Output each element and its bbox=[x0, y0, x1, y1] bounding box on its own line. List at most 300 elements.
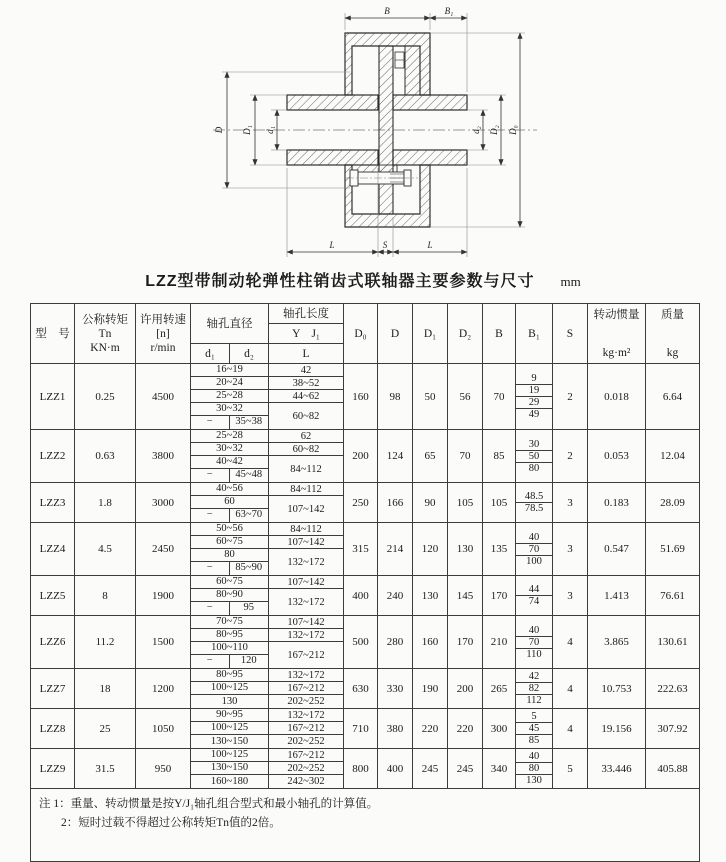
table-row-lzz2 bbox=[31, 430, 700, 483]
D2-cell: 170 bbox=[448, 616, 483, 669]
B1-value: 45 bbox=[516, 723, 552, 735]
length-value: 202~252 bbox=[287, 696, 325, 707]
length-value: 132~172 bbox=[269, 669, 343, 682]
D0-cell: 200 bbox=[344, 430, 378, 483]
B1-value: 100 bbox=[526, 555, 542, 567]
bore-subrow bbox=[191, 364, 268, 377]
model-cell: LZZ5 bbox=[31, 576, 75, 616]
B1-value: 74 bbox=[528, 596, 540, 607]
B1-value: 9 bbox=[516, 373, 552, 385]
bore-length-cell bbox=[269, 483, 344, 523]
B-cell: 135 bbox=[483, 523, 516, 576]
table-row-lzz8 bbox=[31, 709, 700, 749]
B-cell: 340 bbox=[483, 749, 516, 789]
B-cell: 300 bbox=[483, 709, 516, 749]
bore-diameter-cell bbox=[191, 749, 269, 789]
dim-label-D2: D₂ bbox=[489, 125, 499, 135]
bore-subrow bbox=[191, 509, 268, 522]
bore-stack bbox=[191, 364, 268, 429]
page-title: LZZ型带制动轮弹性柱销齿式联轴器主要参数与尺寸 bbox=[145, 273, 535, 290]
B-cell: 105 bbox=[483, 483, 516, 523]
length-value: 42 bbox=[269, 364, 343, 377]
bore-d-value: 80 bbox=[224, 549, 235, 560]
B1-value: 44 bbox=[516, 584, 552, 596]
dim-label-D1: D₁ bbox=[242, 125, 252, 135]
bore-d-value: 25~28 bbox=[216, 430, 243, 441]
bore-subrow bbox=[191, 695, 268, 708]
dim-label-D: D bbox=[214, 126, 224, 134]
inertia-cell: 1.413 bbox=[588, 576, 646, 616]
header-D1: D₁ bbox=[413, 304, 448, 364]
length-stack bbox=[269, 364, 343, 429]
length-value: 60~82 bbox=[292, 410, 320, 422]
B1-value: 70 bbox=[516, 544, 552, 556]
bore-subrow bbox=[191, 430, 268, 443]
B1-value: 40 bbox=[516, 625, 552, 637]
bore-diameter-cell bbox=[191, 669, 269, 709]
length-value: 132~172 bbox=[287, 596, 325, 608]
speed-cell: 1900 bbox=[136, 576, 191, 616]
model-cell: LZZ2 bbox=[31, 430, 75, 483]
bore-subrow bbox=[191, 642, 268, 655]
bore-length-cell bbox=[269, 669, 344, 709]
dim-label-B: B bbox=[384, 6, 390, 16]
bore-subrow bbox=[191, 496, 268, 509]
B1-stack bbox=[516, 584, 552, 607]
bore-diameter-cell bbox=[191, 709, 269, 749]
length-value: 132~172 bbox=[287, 556, 325, 568]
S-cell: 4 bbox=[553, 669, 588, 709]
torque-cell: 11.2 bbox=[75, 616, 136, 669]
mass-cell: 130.61 bbox=[646, 616, 700, 669]
length-stack bbox=[269, 430, 343, 482]
inertia-cell: 3.865 bbox=[588, 616, 646, 669]
bore-d-value: 60~75 bbox=[216, 536, 243, 547]
B1-stack bbox=[516, 439, 552, 474]
bore-d-value: 70~75 bbox=[216, 616, 243, 627]
bore-subrow bbox=[191, 735, 268, 748]
D-cell: 98 bbox=[378, 364, 413, 430]
bore-subrow bbox=[191, 629, 268, 642]
mass-cell: 12.04 bbox=[646, 430, 700, 483]
bore-d2-value: 85~90 bbox=[235, 562, 263, 573]
bore-subrow bbox=[191, 682, 268, 695]
length-stack bbox=[269, 616, 343, 668]
D-cell: 214 bbox=[378, 523, 413, 576]
length-value: 167~212 bbox=[269, 682, 343, 695]
B1-value: 70 bbox=[516, 637, 552, 649]
bore-subrow bbox=[191, 576, 268, 589]
bore-d-value: 40~42 bbox=[216, 456, 243, 467]
bore-d1-value: − bbox=[191, 602, 230, 615]
bore-d1-value: − bbox=[191, 655, 230, 668]
header-B: B bbox=[483, 304, 516, 364]
dim-label-L-right: L bbox=[427, 240, 433, 250]
length-value: 44~62 bbox=[269, 390, 343, 403]
bore-d1-value: − bbox=[191, 469, 230, 482]
D-cell: 124 bbox=[378, 430, 413, 483]
B-cell: 265 bbox=[483, 669, 516, 709]
bore-subrow bbox=[191, 456, 268, 469]
right-hub-bottom bbox=[393, 150, 467, 165]
model-cell: LZZ8 bbox=[31, 709, 75, 749]
B1-cell bbox=[516, 523, 553, 576]
table-row-lzz9 bbox=[31, 749, 700, 789]
header-mass bbox=[646, 304, 700, 364]
torque-cell: 1.8 bbox=[75, 483, 136, 523]
header-L: L bbox=[269, 344, 344, 364]
header-torque-line1: 公称转矩 bbox=[82, 313, 128, 326]
bore-stack bbox=[191, 669, 268, 708]
bore-diameter-cell bbox=[191, 364, 269, 430]
bore-subrow bbox=[191, 523, 268, 536]
bore-subrow bbox=[191, 669, 268, 682]
bore-d-value: 130~150 bbox=[210, 762, 249, 773]
dim-label-B1: B₁ bbox=[444, 6, 454, 16]
speed-cell: 2450 bbox=[136, 523, 191, 576]
B1-value: 19 bbox=[516, 385, 552, 397]
bore-subrow bbox=[191, 589, 268, 602]
header-bore-length: 轴孔长度 bbox=[269, 304, 344, 324]
bore-subrow bbox=[191, 762, 268, 775]
mass-cell: 28.09 bbox=[646, 483, 700, 523]
B1-value: 85 bbox=[528, 735, 540, 746]
header-YJ1: Y J₁ bbox=[269, 324, 344, 344]
header-torque bbox=[75, 304, 136, 364]
D1-cell: 245 bbox=[413, 749, 448, 789]
B1-cell bbox=[516, 669, 553, 709]
header-D0: D₀ bbox=[344, 304, 378, 364]
title-row bbox=[0, 268, 726, 291]
table-row-lzz1 bbox=[31, 364, 700, 430]
S-cell: 3 bbox=[553, 576, 588, 616]
speed-cell: 1200 bbox=[136, 669, 191, 709]
B1-value: 40 bbox=[516, 751, 552, 763]
bore-subrow bbox=[191, 562, 268, 575]
length-value: 132~172 bbox=[269, 709, 343, 722]
D0-cell: 400 bbox=[344, 576, 378, 616]
bore-d2-value: 63~70 bbox=[235, 509, 263, 520]
torque-cell: 4.5 bbox=[75, 523, 136, 576]
header-mass-line1: 质量 bbox=[661, 308, 684, 321]
B1-value: 49 bbox=[528, 409, 540, 420]
D2-cell: 245 bbox=[448, 749, 483, 789]
S-cell: 4 bbox=[553, 616, 588, 669]
wheel-web bbox=[405, 46, 420, 95]
notes-cell bbox=[31, 789, 700, 862]
B1-stack bbox=[516, 491, 552, 514]
inertia-cell: 0.547 bbox=[588, 523, 646, 576]
bore-d-value: 30~32 bbox=[216, 443, 243, 454]
B1-cell bbox=[516, 749, 553, 789]
D-cell: 400 bbox=[378, 749, 413, 789]
D0-cell: 160 bbox=[344, 364, 378, 430]
B1-cell bbox=[516, 576, 553, 616]
length-value: 60~82 bbox=[269, 443, 343, 456]
D1-cell: 50 bbox=[413, 364, 448, 430]
header-D2: D₂ bbox=[448, 304, 483, 364]
bore-d1-value: − bbox=[191, 416, 230, 429]
speed-cell: 950 bbox=[136, 749, 191, 789]
B-cell: 170 bbox=[483, 576, 516, 616]
length-value: 167~212 bbox=[269, 749, 343, 762]
D2-cell: 145 bbox=[448, 576, 483, 616]
B1-stack bbox=[516, 751, 552, 786]
bore-diameter-cell bbox=[191, 523, 269, 576]
torque-cell: 0.63 bbox=[75, 430, 136, 483]
B1-stack bbox=[516, 711, 552, 746]
bore-subrow bbox=[191, 655, 268, 668]
length-value: 202~252 bbox=[269, 762, 343, 775]
B1-cell bbox=[516, 483, 553, 523]
inertia-cell: 10.753 bbox=[588, 669, 646, 709]
bore-stack bbox=[191, 483, 268, 522]
bore-d-value: 40~56 bbox=[216, 483, 243, 494]
bore-subrow bbox=[191, 536, 268, 549]
bore-length-cell bbox=[269, 364, 344, 430]
bore-d-value: 130 bbox=[221, 695, 238, 707]
length-value: 202~252 bbox=[287, 736, 325, 747]
bore-subrow bbox=[191, 403, 268, 416]
speed-cell: 1050 bbox=[136, 709, 191, 749]
inertia-cell: 0.183 bbox=[588, 483, 646, 523]
B1-value: 29 bbox=[516, 397, 552, 409]
bore-subrow bbox=[191, 616, 268, 629]
notes-row bbox=[31, 789, 700, 862]
bore-length-cell bbox=[269, 576, 344, 616]
bore-d-value: 90~95 bbox=[216, 709, 243, 720]
bore-d-value: 30~32 bbox=[216, 403, 243, 414]
length-stack bbox=[269, 709, 343, 748]
B1-cell bbox=[516, 709, 553, 749]
B1-cell bbox=[516, 430, 553, 483]
bore-subrow bbox=[191, 390, 268, 403]
table-header bbox=[31, 304, 700, 364]
header-B1: B₁ bbox=[516, 304, 553, 364]
inertia-cell: 19.156 bbox=[588, 709, 646, 749]
B1-stack bbox=[516, 532, 552, 567]
bore-d2-value: 35~38 bbox=[235, 416, 263, 427]
D2-cell: 56 bbox=[448, 364, 483, 430]
bore-stack bbox=[191, 523, 268, 575]
B-cell: 85 bbox=[483, 430, 516, 483]
bore-d2-value: 120 bbox=[240, 655, 257, 666]
bore-stack bbox=[191, 709, 268, 748]
B1-value: 50 bbox=[516, 451, 552, 463]
inertia-cell: 0.018 bbox=[588, 364, 646, 430]
mass-cell: 6.64 bbox=[646, 364, 700, 430]
B1-cell bbox=[516, 616, 553, 669]
note-2: 2：短时过载不得超过公称转矩Tn值的2倍。 bbox=[61, 817, 281, 829]
length-value: 242~302 bbox=[287, 776, 325, 787]
table-row-lzz7 bbox=[31, 669, 700, 709]
D0-cell: 800 bbox=[344, 749, 378, 789]
dim-label-L-left: L bbox=[329, 240, 335, 250]
header-torque-line2: Tn bbox=[98, 327, 112, 340]
length-value: 167~212 bbox=[269, 722, 343, 735]
D0-cell: 500 bbox=[344, 616, 378, 669]
bore-d-value: 80~90 bbox=[216, 589, 243, 600]
header-d1: d₁ bbox=[191, 344, 230, 364]
B1-value: 5 bbox=[516, 711, 552, 723]
B1-value: 42 bbox=[516, 671, 552, 683]
bore-d-value: 25~28 bbox=[216, 390, 243, 401]
coupling-drawing bbox=[0, 0, 726, 268]
mass-cell: 405.88 bbox=[646, 749, 700, 789]
D1-cell: 120 bbox=[413, 523, 448, 576]
inertia-cell: 33.446 bbox=[588, 749, 646, 789]
D-cell: 166 bbox=[378, 483, 413, 523]
length-value: 107~142 bbox=[287, 503, 325, 515]
speed-cell: 3800 bbox=[136, 430, 191, 483]
length-stack bbox=[269, 523, 343, 575]
inertia-cell: 0.053 bbox=[588, 430, 646, 483]
B1-value: 112 bbox=[526, 695, 542, 706]
D-cell: 330 bbox=[378, 669, 413, 709]
length-value: 38~52 bbox=[269, 377, 343, 390]
bore-length-cell bbox=[269, 616, 344, 669]
B1-cell bbox=[516, 364, 553, 430]
bore-d-value: 130~150 bbox=[210, 735, 249, 747]
bore-diameter-cell bbox=[191, 483, 269, 523]
bore-d-value: 80~95 bbox=[216, 669, 243, 680]
model-cell: LZZ7 bbox=[31, 669, 75, 709]
model-cell: LZZ9 bbox=[31, 749, 75, 789]
bore-d-value: 160~180 bbox=[210, 775, 249, 787]
speed-cell: 1500 bbox=[136, 616, 191, 669]
B1-stack bbox=[516, 373, 552, 420]
bore-stack bbox=[191, 576, 268, 615]
D-cell: 380 bbox=[378, 709, 413, 749]
length-value: 107~142 bbox=[269, 616, 343, 629]
mass-cell: 307.92 bbox=[646, 709, 700, 749]
header-torque-line3: KN·m bbox=[90, 341, 120, 354]
bore-subrow bbox=[191, 602, 268, 615]
middle-flange bbox=[379, 46, 393, 214]
dim-label-S: S bbox=[382, 240, 388, 250]
D1-cell: 220 bbox=[413, 709, 448, 749]
S-cell: 3 bbox=[553, 483, 588, 523]
dim-label-d2: d₂ bbox=[471, 126, 481, 134]
B1-value: 40 bbox=[516, 532, 552, 544]
header-inertia bbox=[588, 304, 646, 364]
bore-d1-value: − bbox=[191, 509, 230, 522]
bore-length-cell bbox=[269, 523, 344, 576]
bore-diameter-cell bbox=[191, 576, 269, 616]
right-hub-top bbox=[393, 95, 467, 110]
table-row-lzz5 bbox=[31, 576, 700, 616]
bore-length-cell bbox=[269, 749, 344, 789]
D2-cell: 70 bbox=[448, 430, 483, 483]
dim-label-D0: D₀ bbox=[508, 125, 518, 135]
bore-length-cell bbox=[269, 430, 344, 483]
mass-cell: 76.61 bbox=[646, 576, 700, 616]
D1-cell: 130 bbox=[413, 576, 448, 616]
speed-cell: 4500 bbox=[136, 364, 191, 430]
unit-label: mm bbox=[560, 274, 581, 289]
length-value: 167~212 bbox=[287, 649, 325, 661]
length-value: 107~142 bbox=[269, 536, 343, 549]
length-stack bbox=[269, 749, 343, 788]
speed-cell: 3000 bbox=[136, 483, 191, 523]
table-row-lzz6 bbox=[31, 616, 700, 669]
D1-cell: 160 bbox=[413, 616, 448, 669]
header-speed-line1: 许用转速 bbox=[140, 313, 186, 326]
bore-subrow bbox=[191, 722, 268, 735]
bore-subrow bbox=[191, 443, 268, 456]
spec-table bbox=[30, 303, 700, 862]
bore-d-value: 50~56 bbox=[216, 523, 243, 534]
mass-cell: 51.69 bbox=[646, 523, 700, 576]
D0-cell: 630 bbox=[344, 669, 378, 709]
bore-d2-value: 45~48 bbox=[235, 469, 263, 480]
D1-cell: 65 bbox=[413, 430, 448, 483]
torque-cell: 25 bbox=[75, 709, 136, 749]
bore-stack bbox=[191, 430, 268, 482]
D0-cell: 315 bbox=[344, 523, 378, 576]
B1-stack bbox=[516, 625, 552, 660]
B-cell: 70 bbox=[483, 364, 516, 430]
torque-cell: 31.5 bbox=[75, 749, 136, 789]
bore-subrow bbox=[191, 377, 268, 390]
model-cell: LZZ3 bbox=[31, 483, 75, 523]
model-cell: LZZ4 bbox=[31, 523, 75, 576]
bore-subrow bbox=[191, 483, 268, 496]
bore-d-value: 60 bbox=[224, 496, 235, 507]
bore-d-value: 100~110 bbox=[211, 642, 248, 653]
length-value: 132~172 bbox=[269, 629, 343, 642]
mass-cell: 222.63 bbox=[646, 669, 700, 709]
length-value: 84~112 bbox=[290, 463, 322, 475]
length-value: 107~142 bbox=[269, 576, 343, 589]
torque-cell: 0.25 bbox=[75, 364, 136, 430]
bore-d-value: 100~125 bbox=[210, 722, 249, 733]
header-S: S bbox=[553, 304, 588, 364]
torque-cell: 8 bbox=[75, 576, 136, 616]
bore-subrow bbox=[191, 749, 268, 762]
bore-d-value: 80~95 bbox=[216, 629, 243, 640]
S-cell: 2 bbox=[553, 364, 588, 430]
bore-length-cell bbox=[269, 709, 344, 749]
bore-subrow bbox=[191, 416, 268, 429]
B1-value: 80 bbox=[528, 462, 540, 474]
B1-value: 30 bbox=[516, 439, 552, 451]
header-bore-diameter: 轴孔直径 bbox=[191, 304, 269, 344]
D2-cell: 130 bbox=[448, 523, 483, 576]
bore-stack bbox=[191, 749, 268, 788]
D1-cell: 190 bbox=[413, 669, 448, 709]
length-stack bbox=[269, 669, 343, 708]
bore-d-value: 100~125 bbox=[210, 749, 249, 760]
model-cell: LZZ6 bbox=[31, 616, 75, 669]
D2-cell: 105 bbox=[448, 483, 483, 523]
table-row-lzz3 bbox=[31, 483, 700, 523]
B1-stack bbox=[516, 671, 552, 706]
bore-stack bbox=[191, 616, 268, 668]
S-cell: 4 bbox=[553, 709, 588, 749]
header-model: 型 号 bbox=[31, 304, 75, 364]
header-speed-line3: r/min bbox=[150, 341, 176, 354]
S-cell: 2 bbox=[553, 430, 588, 483]
B1-value: 80 bbox=[516, 763, 552, 775]
header-inertia-line1: 转动惯量 bbox=[593, 308, 640, 321]
bore-d-value: 100~125 bbox=[210, 682, 249, 693]
length-stack bbox=[269, 483, 343, 522]
table-body bbox=[31, 364, 700, 789]
B1-value: 130 bbox=[526, 775, 542, 786]
model-cell: LZZ1 bbox=[31, 364, 75, 430]
note-1: 注 1：重量、转动惯量是按Y/J₁轴孔组合型式和最小轴孔的计算值。 bbox=[39, 798, 379, 810]
